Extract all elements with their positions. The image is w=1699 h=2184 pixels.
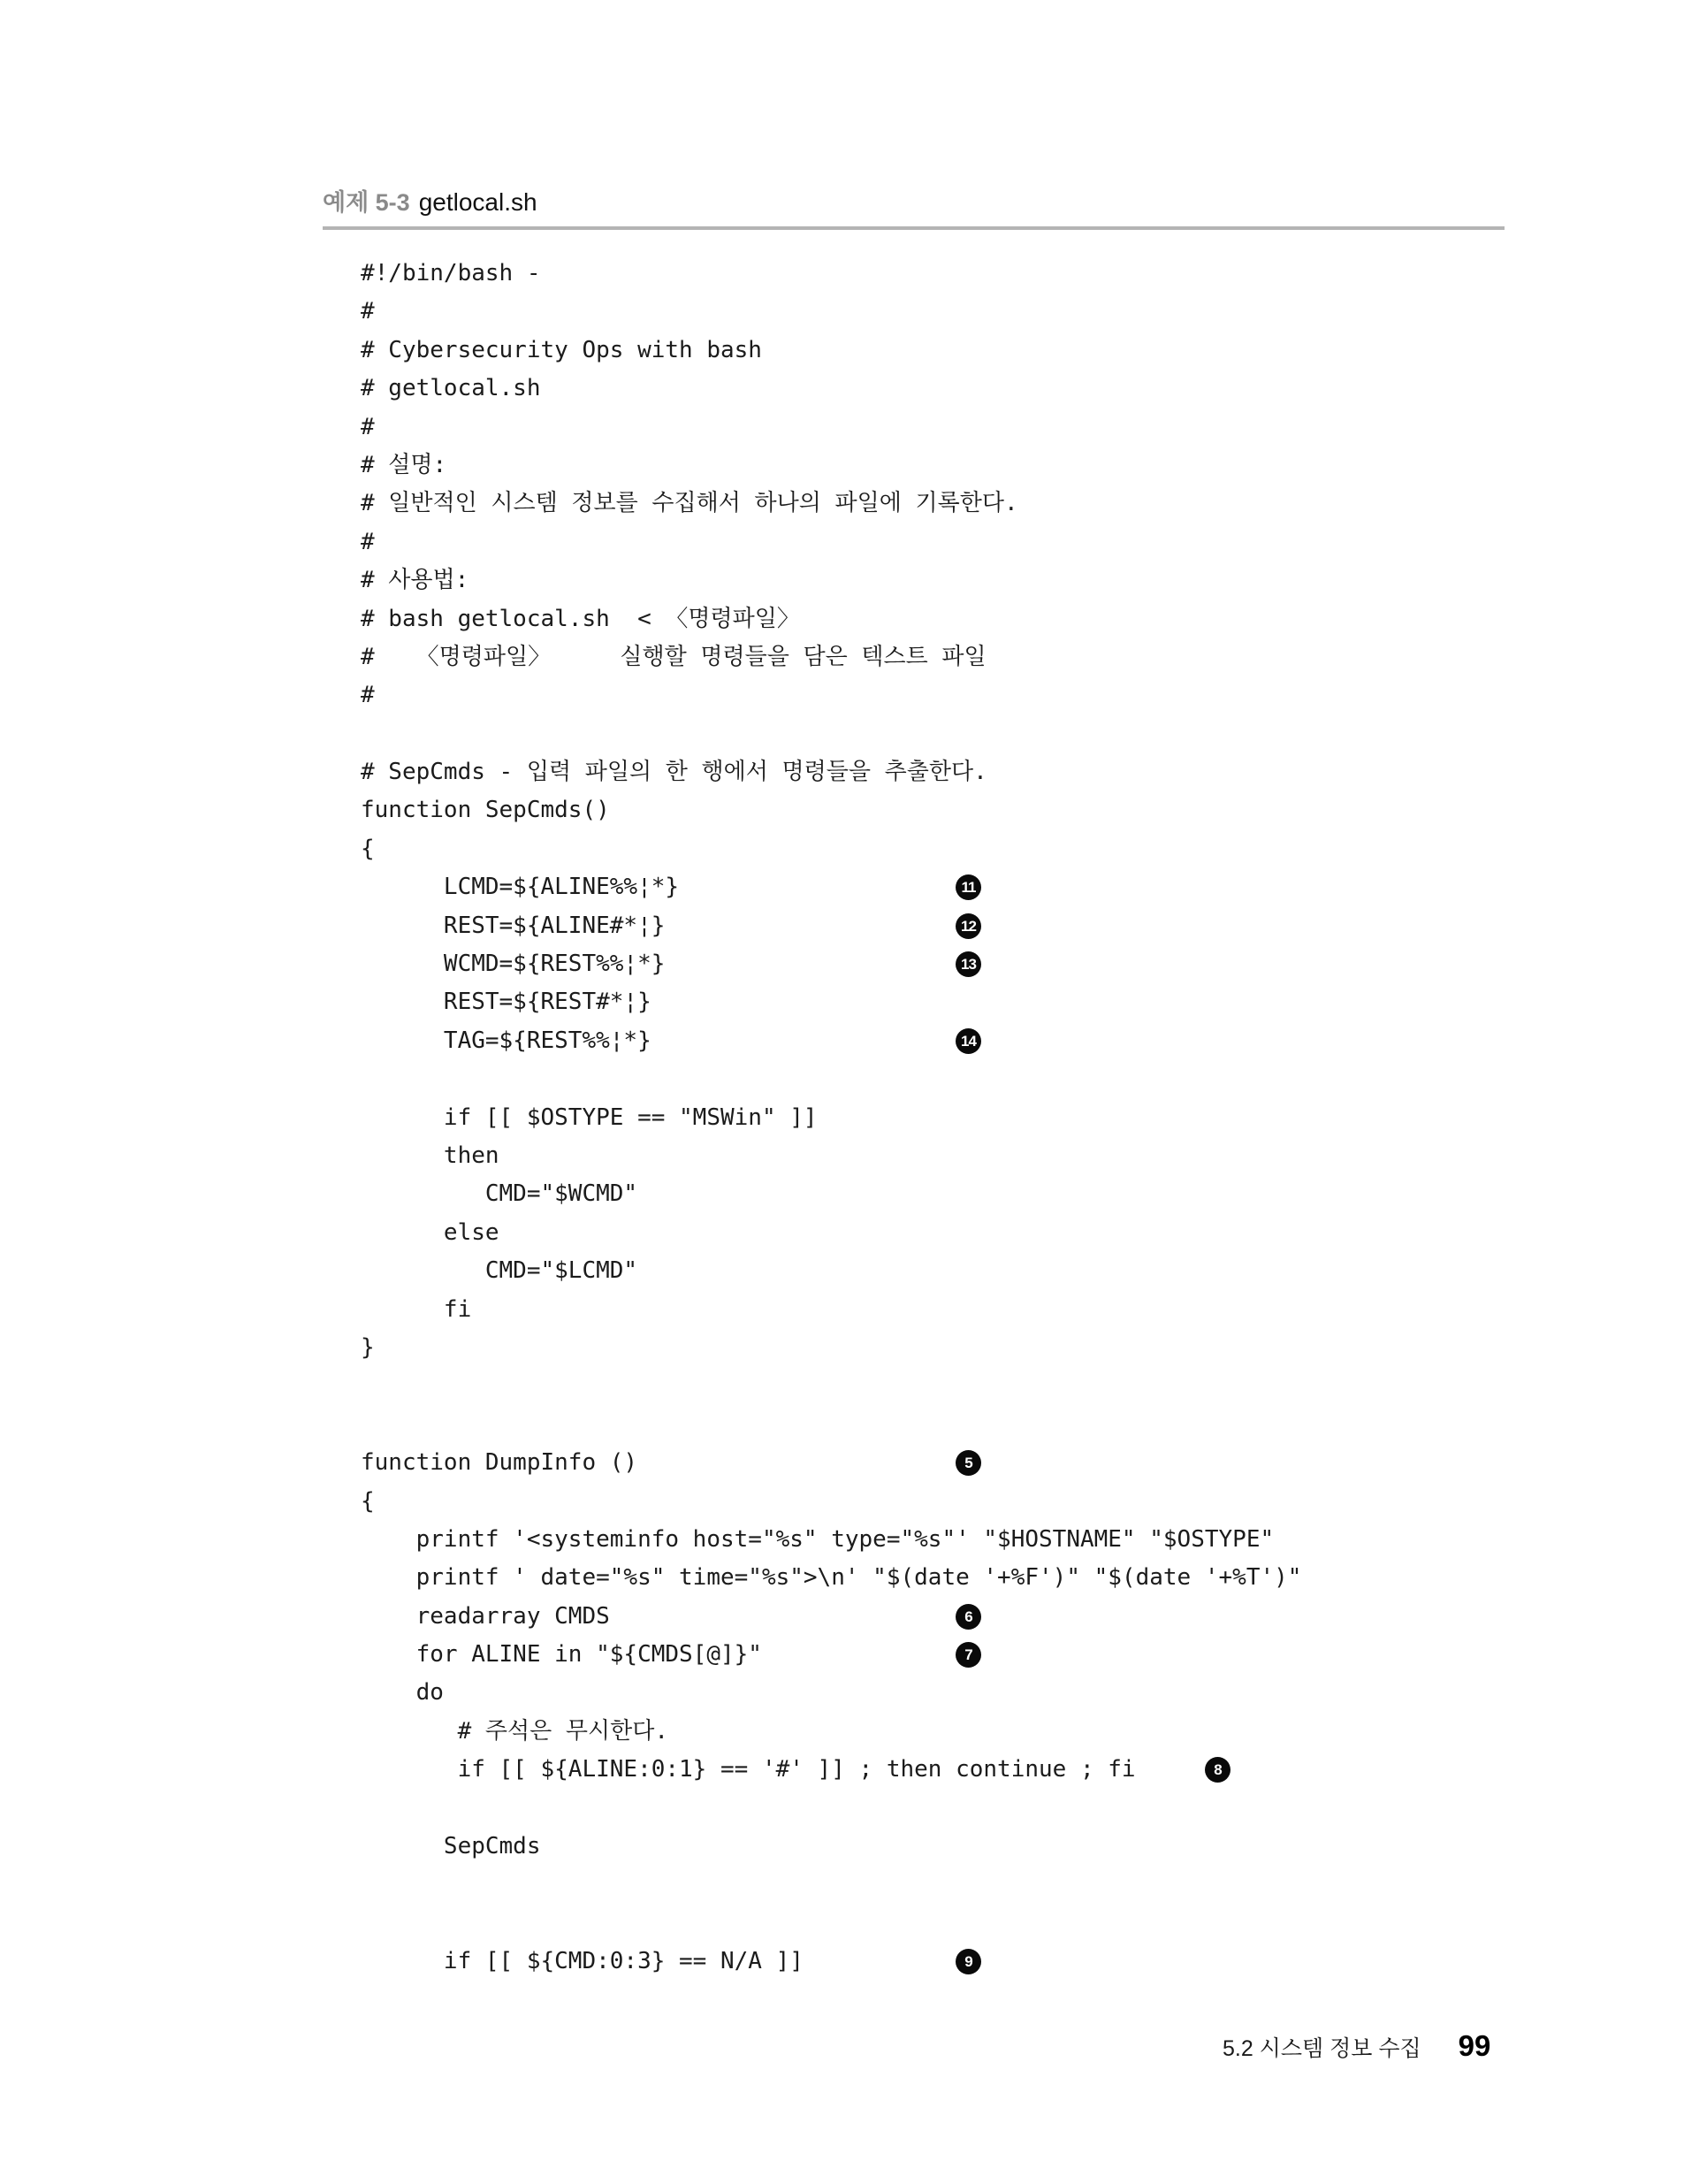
code-text: if [[ $OSTYPE == "MSWin" ]] <box>361 1103 818 1131</box>
code-text: if [[ ${ALINE:0:1} == '#' ]] ; then continue ; fi <box>361 1756 1136 1783</box>
code-line <box>361 945 1301 983</box>
code-text: # bash getlocal.sh < 〈명령파일〉 <box>361 605 800 632</box>
code-text: SepCmds <box>361 1833 541 1860</box>
code-line <box>361 638 1301 676</box>
code-line <box>361 1559 1301 1597</box>
code-line <box>361 1790 1301 1828</box>
code-text: # getlocal.sh <box>361 375 541 402</box>
code-text: CMD="$LCMD" <box>361 1257 638 1285</box>
footer-page-number: 99 <box>1458 2029 1491 2062</box>
callout-badge: 11 <box>956 874 981 900</box>
code-text: # 〈명령파일〉 실행할 명령들을 담은 텍스트 파일 <box>361 643 987 670</box>
code-listing <box>361 255 1301 1982</box>
code-line <box>361 1022 1301 1060</box>
code-line <box>361 1866 1301 1904</box>
code-line <box>361 1214 1301 1252</box>
callout-badge: 7 <box>956 1642 981 1668</box>
code-line <box>361 676 1301 714</box>
code-line <box>361 868 1301 906</box>
code-text: CMD="$WCMD" <box>361 1180 638 1208</box>
code-text: # 설명: <box>361 451 447 478</box>
code-line <box>361 1751 1301 1789</box>
code-line <box>361 1713 1301 1751</box>
code-line <box>361 485 1301 523</box>
code-line <box>361 1406 1301 1444</box>
code-text: function SepCmds() <box>361 797 610 824</box>
code-line <box>361 370 1301 408</box>
code-line <box>361 447 1301 485</box>
code-line <box>361 1483 1301 1521</box>
code-line <box>361 1636 1301 1674</box>
code-line <box>361 293 1301 331</box>
code-line <box>361 1674 1301 1712</box>
code-text: for ALINE in "${CMDS[@]}" <box>361 1641 762 1669</box>
code-text: # <box>361 682 375 709</box>
code-line <box>361 1060 1301 1098</box>
code-text: do <box>361 1679 444 1707</box>
code-line <box>361 1521 1301 1559</box>
page-footer <box>1223 2029 1490 2063</box>
code-line <box>361 1367 1301 1405</box>
code-line <box>361 1943 1301 1981</box>
code-text: # 사용법: <box>361 567 469 594</box>
code-text: # <box>361 413 375 440</box>
code-line <box>361 255 1301 293</box>
code-line <box>361 1828 1301 1866</box>
code-text: #!/bin/bash - <box>361 260 541 286</box>
code-line <box>361 600 1301 638</box>
callout-badge: 6 <box>956 1604 981 1630</box>
code-line <box>361 1598 1301 1636</box>
code-line <box>361 1137 1301 1175</box>
listing-label: 예제 5-3 <box>323 189 410 216</box>
code-line <box>361 830 1301 868</box>
callout-badge: 12 <box>956 913 981 939</box>
code-text: else <box>361 1218 499 1246</box>
code-text: { <box>361 835 375 862</box>
code-text: REST=${REST#*¦} <box>361 989 651 1016</box>
code-text: TAG=${REST%%¦*} <box>361 1027 651 1054</box>
code-line <box>361 983 1301 1021</box>
code-text: { <box>361 1487 375 1515</box>
code-text: } <box>361 1333 375 1361</box>
code-line <box>361 791 1301 829</box>
code-line <box>361 1905 1301 1943</box>
code-text: # 주석은 무시한다. <box>361 1717 668 1745</box>
code-text: # <box>361 528 375 555</box>
code-line <box>361 1444 1301 1482</box>
listing-header <box>323 183 537 218</box>
code-line <box>361 1175 1301 1213</box>
callout-badge: 13 <box>956 951 981 977</box>
code-text: # Cybersecurity Ops with bash <box>361 336 762 363</box>
code-text: REST=${ALINE#*¦} <box>361 912 666 939</box>
code-text: # 일반적인 시스템 정보를 수집해서 하나의 파일에 기록한다. <box>361 490 1018 517</box>
code-line <box>361 1099 1301 1137</box>
code-text: function DumpInfo () <box>361 1449 638 1477</box>
code-line <box>361 409 1301 447</box>
footer-section-title: 5.2 시스템 정보 수집 <box>1223 2036 1421 2061</box>
code-line <box>361 753 1301 791</box>
code-line <box>361 907 1301 945</box>
code-text: if [[ ${CMD:0:3} == N/A ]] <box>361 1948 804 1975</box>
code-line <box>361 1291 1301 1329</box>
code-text: then <box>361 1142 499 1169</box>
code-text: readarray CMDS <box>361 1602 610 1630</box>
code-text: WCMD=${REST%%¦*} <box>361 951 666 978</box>
code-text: # <box>361 298 375 325</box>
callout-badge: 9 <box>956 1949 981 1974</box>
code-text: LCMD=${ALINE%%¦*} <box>361 874 680 901</box>
callout-badge: 8 <box>1205 1757 1230 1783</box>
code-text: fi <box>361 1295 472 1323</box>
code-text: printf '<systeminfo host="%s" type="%s"' "$HOSTNAME" "$OSTYPE" <box>361 1525 1275 1553</box>
code-text: # SepCmds - 입력 파일의 한 행에서 명령들을 추출한다. <box>361 759 987 786</box>
code-line <box>361 715 1301 753</box>
code-line <box>361 1329 1301 1367</box>
code-line <box>361 561 1301 599</box>
code-line <box>361 1252 1301 1290</box>
listing-divider <box>323 226 1505 230</box>
callout-badge: 14 <box>956 1028 981 1054</box>
listing-title: getlocal.sh <box>418 188 537 216</box>
code-line <box>361 332 1301 370</box>
callout-badge: 5 <box>956 1450 981 1476</box>
code-text: printf ' date="%s" time="%s">\n' "$(date '+%F')" "$(date '+%T')" <box>361 1564 1302 1592</box>
code-line <box>361 523 1301 561</box>
